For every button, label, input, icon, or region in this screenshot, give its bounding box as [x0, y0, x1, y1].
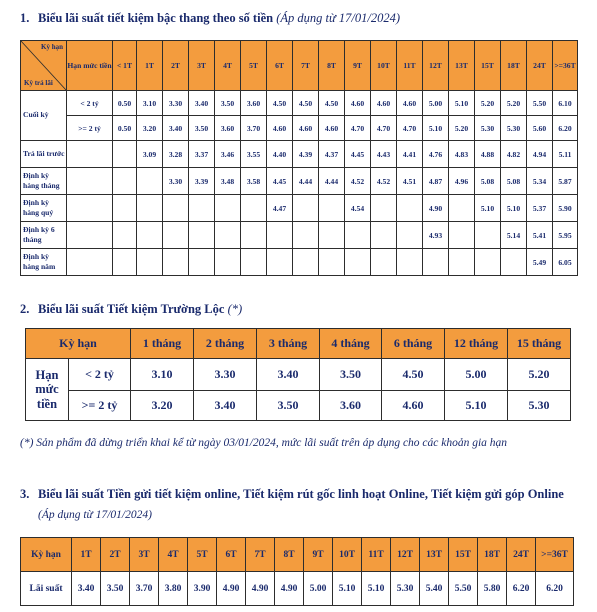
- rate-cell: 3.40: [189, 91, 215, 116]
- section1-title-text: Biểu lãi suất tiết kiệm bậc thang theo số tiền: [38, 11, 274, 25]
- rate-cell: 3.40: [257, 359, 320, 391]
- section3-note: (Áp dụng từ 17/01/2024): [38, 509, 152, 521]
- table-row: [21, 116, 578, 141]
- rate-cell: 3.10: [131, 359, 194, 391]
- rate-cell: 3.58: [241, 168, 267, 195]
- rate-cell: [113, 249, 137, 276]
- section2-title-text: Biểu lãi suất Tiết kiệm Trường Lộc: [38, 302, 225, 316]
- amount-side-label: Hạn mức tiền: [26, 359, 69, 421]
- online-rate-table: [20, 537, 574, 606]
- rate-cell: 4.50: [267, 91, 293, 116]
- rate-cell: 5.40: [420, 572, 449, 606]
- term-header: 3 tháng: [257, 329, 320, 359]
- section2-footnote: (*) Sản phẩm đã dừng triển khai kể từ ngày 03/01/2024, mức lãi suất trên áp dụng cho các khoản gia hạn: [20, 437, 508, 449]
- rate-cell: 4.43: [371, 141, 397, 168]
- rate-cell: [293, 195, 319, 222]
- rate-cell: [189, 249, 215, 276]
- rate-cell: 3.28: [163, 141, 189, 168]
- term-header: >=36T: [553, 41, 578, 91]
- term-header: 15T: [449, 538, 478, 572]
- rate-cell: 5.08: [475, 168, 501, 195]
- rate-cell: 3.55: [241, 141, 267, 168]
- period-label: Cuối kỳ: [21, 91, 67, 141]
- period-label: Trả lãi trước: [21, 141, 67, 168]
- rate-cell: [345, 222, 371, 249]
- rate-cell: 4.47: [267, 195, 293, 222]
- term-header: 1T: [137, 41, 163, 91]
- rate-cell: 4.70: [397, 116, 423, 141]
- rate-cell: [397, 249, 423, 276]
- section1-title: [20, 11, 400, 26]
- term-label-header: Kỳ hạn: [21, 538, 72, 572]
- rate-cell: 4.37: [319, 141, 345, 168]
- term-header: 7T: [246, 538, 275, 572]
- amount-label: >= 2 tỷ: [67, 116, 113, 141]
- term-header: 13T: [449, 41, 475, 91]
- rate-cell: 4.60: [345, 91, 371, 116]
- rate-cell: 3.60: [241, 91, 267, 116]
- rate-cell: 5.00: [423, 91, 449, 116]
- rate-cell: [189, 222, 215, 249]
- rate-cell: [293, 249, 319, 276]
- rate-cell: [163, 249, 189, 276]
- rate-cell: 3.50: [189, 116, 215, 141]
- rate-cell: 4.44: [293, 168, 319, 195]
- rate-cell: 3.20: [131, 391, 194, 421]
- rate-cell: 0.50: [113, 91, 137, 116]
- rate-cell: [137, 195, 163, 222]
- rate-cell: 3.30: [163, 91, 189, 116]
- rate-cell: [397, 222, 423, 249]
- rate-cell: 5.20: [501, 91, 527, 116]
- rate-cell: [319, 195, 345, 222]
- term-header: 15T: [475, 41, 501, 91]
- term-header: 1 tháng: [131, 329, 194, 359]
- rate-cell: 3.90: [188, 572, 217, 606]
- rate-cell: 3.30: [194, 359, 257, 391]
- rate-cell: 5.20: [449, 116, 475, 141]
- rate-cell: 5.10: [333, 572, 362, 606]
- section2-number: 2.: [20, 302, 30, 316]
- term-header: 24T: [527, 41, 553, 91]
- tiered-rate-table: [20, 40, 578, 276]
- rate-cell: 4.44: [319, 168, 345, 195]
- section2-title-mark: (*): [227, 302, 243, 316]
- term-header: 12 tháng: [445, 329, 508, 359]
- rate-cell: [137, 168, 163, 195]
- rate-cell: 5.08: [501, 168, 527, 195]
- term-header: 9T: [304, 538, 333, 572]
- rate-cell: 4.60: [267, 116, 293, 141]
- rate-cell: 0.50: [113, 116, 137, 141]
- rate-cell: 4.90: [246, 572, 275, 606]
- term-header: 4T: [215, 41, 241, 91]
- amount-label: >= 2 tỷ: [69, 391, 131, 421]
- rate-cell: 6.10: [553, 91, 578, 116]
- rate-cell: 5.50: [527, 91, 553, 116]
- rate-cell: 4.51: [397, 168, 423, 195]
- term-header: 7T: [293, 41, 319, 91]
- amount-label: [67, 141, 113, 168]
- amount-label: [67, 195, 113, 222]
- corner-header: [21, 41, 67, 91]
- amount-label: < 2 tỷ: [69, 359, 131, 391]
- rate-cell: 3.09: [137, 141, 163, 168]
- rate-cell: 4.52: [345, 168, 371, 195]
- rate-cell: 6.20: [536, 572, 574, 606]
- rate-cell: 5.20: [475, 91, 501, 116]
- rate-cell: 4.90: [423, 195, 449, 222]
- rate-cell: 4.52: [371, 168, 397, 195]
- tiered-header-row: [21, 41, 578, 91]
- rate-cell: 4.60: [397, 91, 423, 116]
- term-header: 11T: [362, 538, 391, 572]
- amount-label: < 2 tỷ: [67, 91, 113, 116]
- rate-cell: [241, 249, 267, 276]
- rate-cell: 4.94: [527, 141, 553, 168]
- term-header: 2T: [163, 41, 189, 91]
- rate-cell: 4.60: [319, 116, 345, 141]
- rate-cell: 4.90: [217, 572, 246, 606]
- term-header: 5T: [241, 41, 267, 91]
- rate-cell: 4.76: [423, 141, 449, 168]
- section2-title: [20, 302, 242, 317]
- rate-cell: [189, 195, 215, 222]
- rate-cell: 4.83: [449, 141, 475, 168]
- rate-cell: 3.40: [163, 116, 189, 141]
- rate-cell: 6.20: [553, 116, 578, 141]
- rate-cell: [423, 249, 449, 276]
- rate-cell: [113, 141, 137, 168]
- table-row: [21, 91, 578, 116]
- row-label: Lãi suất: [21, 572, 72, 606]
- rate-cell: 3.50: [257, 391, 320, 421]
- rate-cell: 5.37: [527, 195, 553, 222]
- section3-title: [20, 487, 564, 502]
- rate-cell: 3.46: [215, 141, 241, 168]
- rate-cell: [501, 249, 527, 276]
- rate-cell: [449, 222, 475, 249]
- rate-cell: 5.49: [527, 249, 553, 276]
- amount-header: Hạn mức tiền: [67, 41, 113, 91]
- rate-cell: 5.10: [423, 116, 449, 141]
- rate-cell: 3.60: [215, 116, 241, 141]
- rate-cell: [371, 249, 397, 276]
- amount-label: [67, 168, 113, 195]
- rate-cell: [215, 195, 241, 222]
- rate-cell: 3.20: [137, 116, 163, 141]
- rate-cell: [267, 222, 293, 249]
- rate-cell: 4.60: [293, 116, 319, 141]
- rate-cell: 4.82: [501, 141, 527, 168]
- term-header: 2 tháng: [194, 329, 257, 359]
- rate-cell: [475, 222, 501, 249]
- rate-cell: 5.87: [553, 168, 578, 195]
- rate-cell: [215, 222, 241, 249]
- rate-cell: [449, 195, 475, 222]
- term-header: 8T: [275, 538, 304, 572]
- rate-cell: [293, 222, 319, 249]
- rate-cell: 5.30: [391, 572, 420, 606]
- rate-cell: 4.54: [345, 195, 371, 222]
- rate-cell: [371, 222, 397, 249]
- term-header: 15 tháng: [508, 329, 571, 359]
- rate-cell: [113, 222, 137, 249]
- rate-cell: 4.60: [382, 391, 445, 421]
- term-header: 5T: [188, 538, 217, 572]
- rate-cell: 5.10: [362, 572, 391, 606]
- term-header: 18T: [478, 538, 507, 572]
- term-header: 18T: [501, 41, 527, 91]
- rate-cell: [113, 168, 137, 195]
- table-row: [21, 141, 578, 168]
- rate-cell: 4.39: [293, 141, 319, 168]
- rate-cell: [267, 249, 293, 276]
- rate-cell: [475, 249, 501, 276]
- rate-cell: 5.30: [508, 391, 571, 421]
- term-header: 10T: [333, 538, 362, 572]
- rate-cell: 3.50: [215, 91, 241, 116]
- period-label: Định kỳ hàng quý: [21, 195, 67, 222]
- rate-cell: [449, 249, 475, 276]
- rate-cell: 5.20: [508, 359, 571, 391]
- rate-cell: 4.70: [371, 116, 397, 141]
- rate-cell: [113, 195, 137, 222]
- rate-cell: 3.37: [189, 141, 215, 168]
- rate-cell: 6.20: [507, 572, 536, 606]
- rate-cell: 4.87: [423, 168, 449, 195]
- term-header: 3T: [130, 538, 159, 572]
- term-header: 4 tháng: [320, 329, 382, 359]
- term-label-header: Kỳ hạn: [26, 329, 131, 359]
- rate-cell: 3.40: [194, 391, 257, 421]
- rate-cell: 5.60: [527, 116, 553, 141]
- rate-cell: 4.41: [397, 141, 423, 168]
- term-header: 4T: [159, 538, 188, 572]
- rate-cell: 5.10: [501, 195, 527, 222]
- rate-cell: 5.30: [475, 116, 501, 141]
- rate-cell: 4.60: [371, 91, 397, 116]
- table-row: [21, 195, 578, 222]
- rate-cell: 5.41: [527, 222, 553, 249]
- rate-cell: [319, 222, 345, 249]
- term-header: 8T: [319, 41, 345, 91]
- rate-cell: 4.93: [423, 222, 449, 249]
- rate-cell: [397, 195, 423, 222]
- rate-cell: [137, 249, 163, 276]
- table-row: [21, 168, 578, 195]
- table-row: [21, 249, 578, 276]
- rate-cell: 4.40: [267, 141, 293, 168]
- section1-note: (Áp dụng từ 17/01/2024): [276, 11, 401, 25]
- section1-number: 1.: [20, 11, 30, 25]
- rate-cell: 3.50: [320, 359, 382, 391]
- online-header-row: [21, 538, 574, 572]
- rate-cell: 3.60: [320, 391, 382, 421]
- rate-cell: 3.70: [130, 572, 159, 606]
- period-label: Định kỳ 6 tháng: [21, 222, 67, 249]
- rate-cell: [163, 195, 189, 222]
- term-header: 10T: [371, 41, 397, 91]
- rate-cell: [345, 249, 371, 276]
- rate-cell: [215, 249, 241, 276]
- table-row: [21, 222, 578, 249]
- rate-cell: 3.40: [72, 572, 101, 606]
- rate-cell: 3.80: [159, 572, 188, 606]
- term-header: 1T: [72, 538, 101, 572]
- term-header: 13T: [420, 538, 449, 572]
- section3-number: 3.: [20, 487, 30, 501]
- table-row: [26, 359, 571, 391]
- rate-cell: 5.10: [445, 391, 508, 421]
- rate-cell: 4.70: [345, 116, 371, 141]
- term-header: 6 tháng: [382, 329, 445, 359]
- term-header: 6T: [267, 41, 293, 91]
- rate-cell: [241, 195, 267, 222]
- amount-label: [67, 249, 113, 276]
- rate-cell: 5.00: [304, 572, 333, 606]
- rate-cell: 5.10: [449, 91, 475, 116]
- rate-cell: 5.30: [501, 116, 527, 141]
- rate-cell: 6.05: [553, 249, 578, 276]
- rate-cell: 3.10: [137, 91, 163, 116]
- period-label: Định kỳ hàng tháng: [21, 168, 67, 195]
- amount-label: [67, 222, 113, 249]
- term-header: 11T: [397, 41, 423, 91]
- rate-cell: 4.50: [319, 91, 345, 116]
- term-header: < 1T: [113, 41, 137, 91]
- rate-cell: 5.10: [475, 195, 501, 222]
- rate-cell: 5.90: [553, 195, 578, 222]
- corner-period-label: Kỳ trả lãi: [24, 79, 53, 87]
- rate-cell: 4.45: [345, 141, 371, 168]
- term-header: 2T: [101, 538, 130, 572]
- rate-cell: 5.50: [449, 572, 478, 606]
- period-label: Định kỳ hàng năm: [21, 249, 67, 276]
- rate-cell: [319, 249, 345, 276]
- rate-cell: 4.50: [382, 359, 445, 391]
- rate-cell: 3.30: [163, 168, 189, 195]
- term-header: >=36T: [536, 538, 574, 572]
- rate-cell: 4.50: [293, 91, 319, 116]
- term-header: 24T: [507, 538, 536, 572]
- rate-cell: 3.50: [101, 572, 130, 606]
- rate-cell: 5.95: [553, 222, 578, 249]
- truong-loc-header-row: [26, 329, 571, 359]
- rate-cell: 5.80: [478, 572, 507, 606]
- rate-cell: 4.88: [475, 141, 501, 168]
- rate-cell: 5.00: [445, 359, 508, 391]
- rate-cell: 5.14: [501, 222, 527, 249]
- term-header: 12T: [423, 41, 449, 91]
- rate-cell: [371, 195, 397, 222]
- rate-cell: 4.45: [267, 168, 293, 195]
- rate-cell: 5.11: [553, 141, 578, 168]
- table-row: [26, 391, 571, 421]
- term-header: 12T: [391, 538, 420, 572]
- table-row: [21, 572, 574, 606]
- rate-cell: [241, 222, 267, 249]
- rate-cell: [163, 222, 189, 249]
- section3-title-text: Biểu lãi suất Tiền gửi tiết kiệm online, Tiết kiệm rút gốc linh hoạt Online, Tiết kiệm gửi góp Online: [38, 487, 564, 501]
- corner-term-label: Kỳ hạn: [41, 43, 63, 51]
- rate-cell: 3.39: [189, 168, 215, 195]
- rate-cell: 3.70: [241, 116, 267, 141]
- term-header: 6T: [217, 538, 246, 572]
- rate-cell: 4.90: [275, 572, 304, 606]
- rate-cell: [137, 222, 163, 249]
- rate-cell: 5.34: [527, 168, 553, 195]
- rate-cell: 3.48: [215, 168, 241, 195]
- term-header: 3T: [189, 41, 215, 91]
- truong-loc-rate-table: [25, 328, 571, 421]
- rate-cell: 4.96: [449, 168, 475, 195]
- term-header: 9T: [345, 41, 371, 91]
